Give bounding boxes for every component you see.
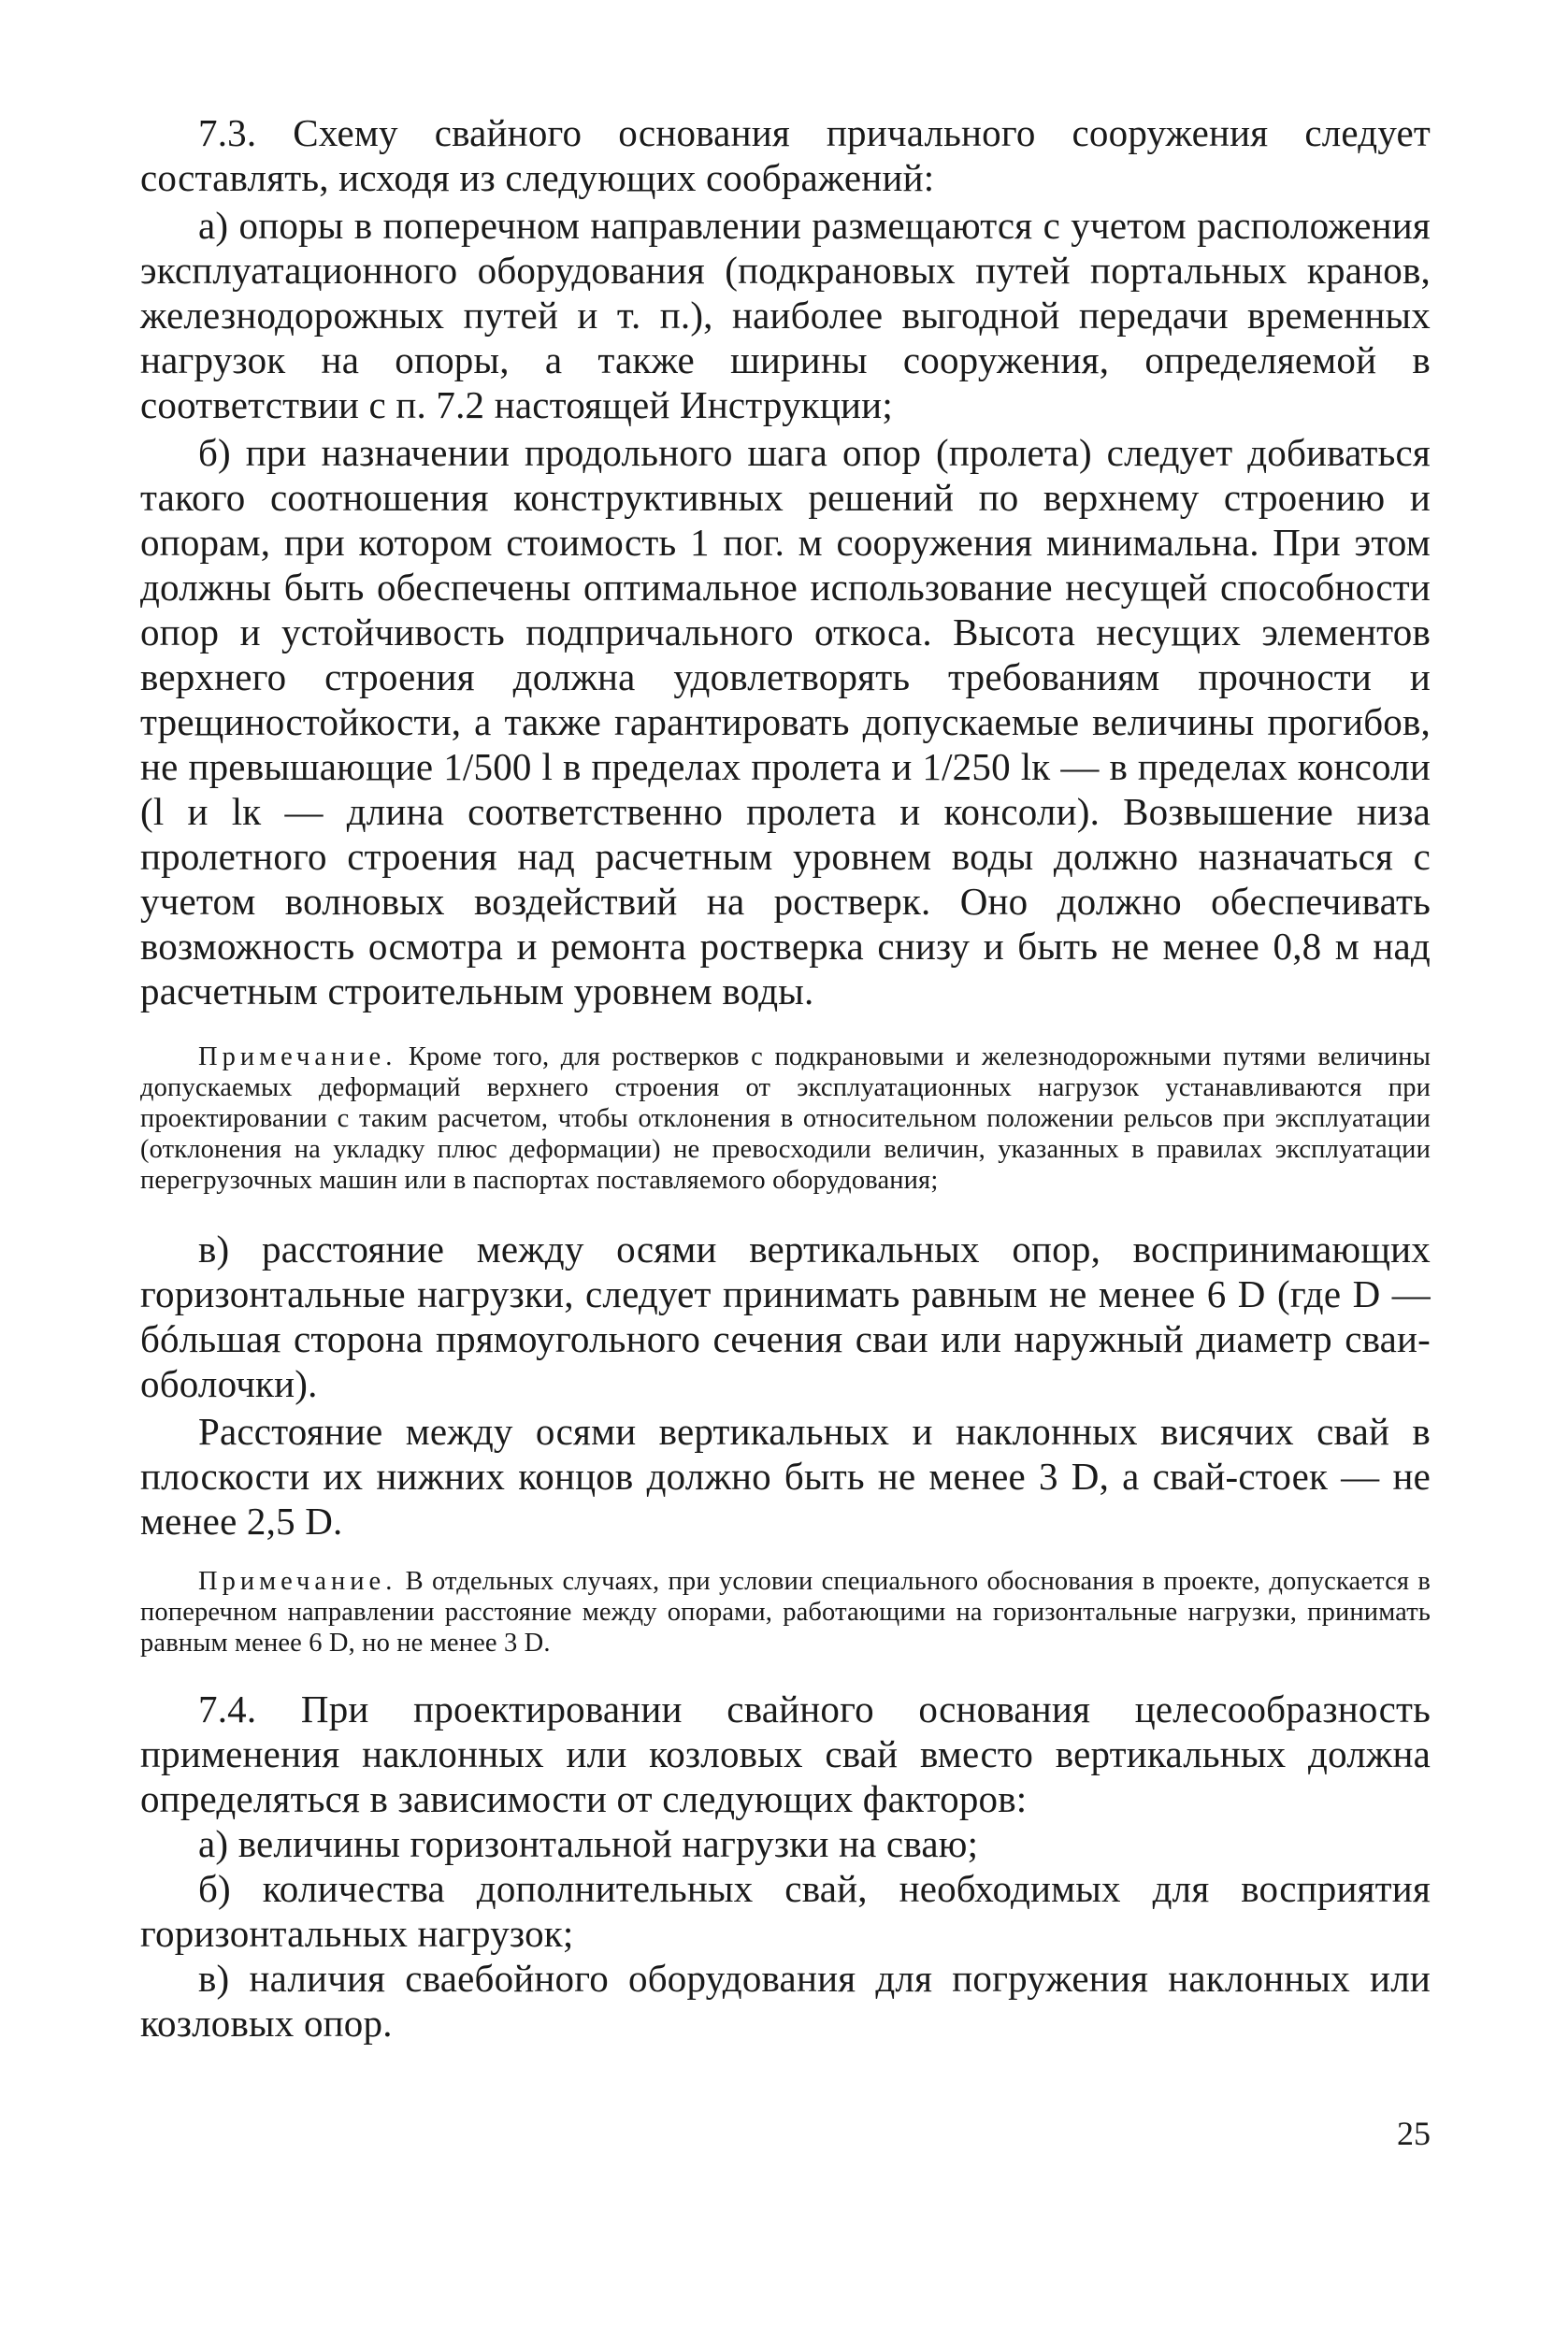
note-2: [140, 1566, 1431, 1659]
section-7-3-item-b: б) при назначении продольного шага опор (пролета) следует добиваться такого соотношения конструктивных решений по верхнему строению и опорам, при котором стоимость 1 пог. м сооружения минимальна. При этом должны быть обеспечены оптимальное использование несущей способности опор и устойчивость подпричального откоса. Высота несущих элементов верхнего строения должна удовлетворять требованиям прочности и трещиностойкости, а также гарантировать допускаемые величины прогибов, не превышающие 1/500 l в пределах пролета и 1/250 lк — в пределах консоли (l и lк — длина соответственно пролета и консоли). Возвышение низа пролетного строения над расчетным уровнем воды должно назначаться с учетом волновых воздействий на ростверк. Оно должно обеспечивать возможность осмотра и ремонта ростверка снизу и быть не менее 0,8 м над расчетным строительным уровнем воды.: [140, 431, 1431, 1013]
section-7-4-item-v: в) наличия сваебойного оборудования для погружения наклонных или козловых опор.: [140, 1957, 1431, 2045]
note-1-label: Примечание.: [198, 1042, 397, 1071]
section-7-3-item-v-continued: Расстояние между осями вертикальных и наклонных висячих свай в плоскости их нижних концов должно быть не менее 3 D, а свай-стоек — не менее 2,5 D.: [140, 1410, 1431, 1543]
section-7-3-item-a: а) опоры в поперечном направлении размещаются с учетом расположения эксплуатационного оборудования (подкрановых путей портальных кранов, железнодорожных путей и т. п.), наиболее выгодной передачи временных нагрузок на опоры, а также ширины сооружения, определяемой в соответствии с п. 7.2 настоящей Инструкции;: [140, 204, 1431, 426]
section-7-4-intro: 7.4. При проектировании свайного основания целесообразность применения наклонных или козловых свай вместо вертикальных должна определяться в зависимости от следующих факторов:: [140, 1688, 1431, 1820]
section-7-4-item-a: а) величины горизонтальной нагрузки на сваю;: [198, 1822, 979, 1865]
note-1: [140, 1041, 1431, 1196]
section-7-4-item-b: б) количества дополнительных свай, необходимых для восприятия горизонтальных нагрузок;: [140, 1867, 1431, 1955]
note-2-text: В отдельных случаях, при условии специального обоснования в проекте, допускается в поперечном направлении расстояние между опорами, работающими на горизонтальные нагрузки, принимать равным менее 6 D, но не менее 3 D.: [140, 1567, 1431, 1658]
section-7-3-item-v: в) расстояние между осями вертикальных опор, воспринимающих горизонтальные нагрузки, следует принимать равным не менее 6 D (где D — бóльшая сторона прямоугольного сечения сваи или наружный диаметр сваи-оболочки).: [140, 1228, 1431, 1405]
section-7-3-intro: 7.3. Схему свайного основания причального сооружения следует составлять, исходя из следующих соображений:: [140, 111, 1431, 199]
note-2-label: Примечание.: [198, 1567, 397, 1596]
note-1-text: Кроме того, для ростверков с подкрановыми и железнодорожными путями величины допускаемых деформаций верхнего строения от эксплуатационных нагрузок устанавливаются при проектировании с таким расчетом, чтобы отклонения в относительном положении рельсов при эксплуатации (отклонения на укладку плюс деформации) не превосходили величин, указанных в правилах эксплуатации перегрузочных машин или в паспортах поставляемого оборудования;: [140, 1042, 1431, 1195]
page-body: [140, 110, 1431, 2046]
page-number: 25: [1397, 2115, 1431, 2152]
